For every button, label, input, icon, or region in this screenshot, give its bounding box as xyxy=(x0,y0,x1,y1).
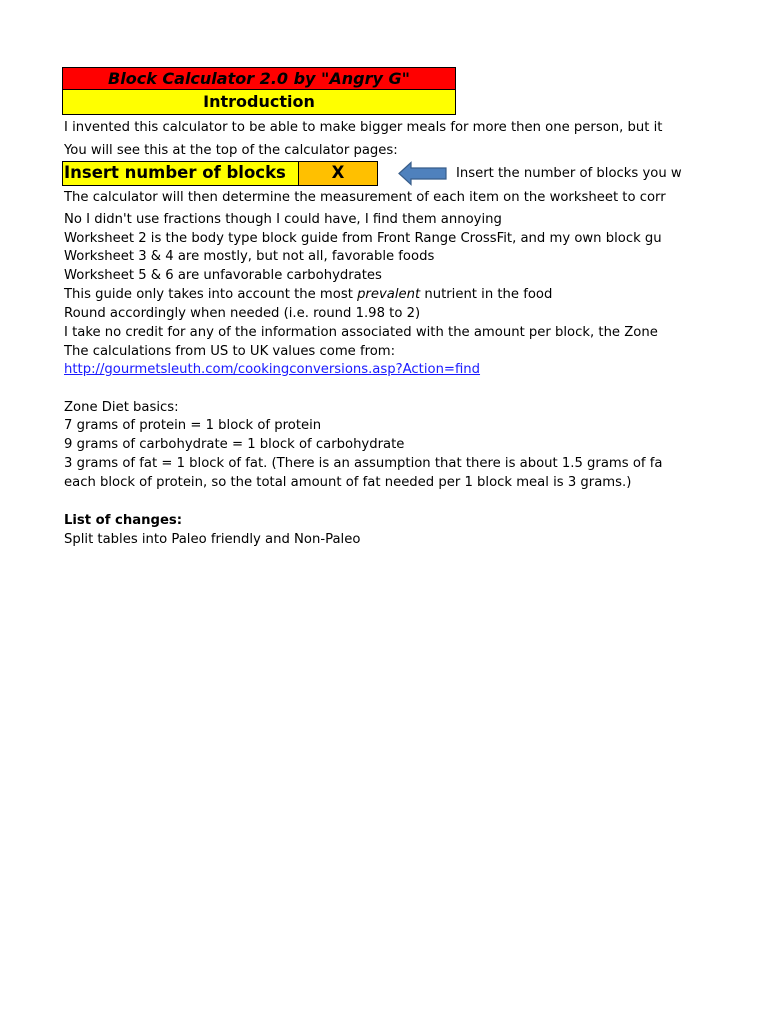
guide-text-b: nutrient in the food xyxy=(420,287,553,302)
guide-line xyxy=(64,286,552,304)
blocks-hint: Insert the number of blocks you w xyxy=(456,166,682,181)
protein-line: 7 grams of protein = 1 block of protein xyxy=(64,418,322,433)
worksheet-2-line: Worksheet 2 is the body type block guide from Front Range CrossFit, and my own block gu xyxy=(64,231,662,246)
section-heading: Introduction xyxy=(62,90,456,115)
left-arrow-icon xyxy=(398,161,448,186)
worksheet-5-6-line: Worksheet 5 & 6 are unfavorable carbohydrates xyxy=(64,268,382,283)
carb-line: 9 grams of carbohydrate = 1 block of carbohydrate xyxy=(64,437,405,452)
guide-emphasis: prevalent xyxy=(357,287,421,302)
conversion-link[interactable]: http://gourmetsleuth.com/cookingconversions.asp?Action=find xyxy=(64,362,481,377)
blocks-input-cell[interactable]: X xyxy=(298,161,378,186)
blocks-input-label: Insert number of blocks xyxy=(62,161,300,186)
changes-heading: List of changes: xyxy=(64,513,183,528)
worksheet-3-4-line: Worksheet 3 & 4 are mostly, but not all, favorable foods xyxy=(64,249,435,264)
fat-line: 3 grams of fat = 1 block of fat. (There is an assumption that there is about 1.5 grams of fa xyxy=(64,456,663,471)
guide-text-a: This guide only takes into account the most xyxy=(64,287,358,302)
credit-line: I take no credit for any of the information associated with the amount per block, the Zone xyxy=(64,325,658,340)
intro-line: I invented this calculator to be able to make bigger meals for more then one person, but it xyxy=(64,120,663,135)
fractions-line: No I didn't use fractions though I could have, I find them annoying xyxy=(64,212,502,227)
zone-basics-line: Zone Diet basics: xyxy=(64,400,179,415)
calc-determine-line: The calculator will then determine the measurement of each item on the worksheet to corr xyxy=(64,190,666,205)
fat-continued-line: each block of protein, so the total amount of fat needed per 1 block meal is 3 grams.) xyxy=(64,475,632,490)
calculator-title: Block Calculator 2.0 by "Angry G" xyxy=(62,67,456,90)
uk-values-line: The calculations from US to UK values come from: xyxy=(64,344,396,359)
round-line: Round accordingly when needed (i.e. round 1.98 to 2) xyxy=(64,306,421,321)
top-line: You will see this at the top of the calculator pages: xyxy=(64,143,398,158)
changes-item: Split tables into Paleo friendly and Non-Paleo xyxy=(64,532,361,547)
